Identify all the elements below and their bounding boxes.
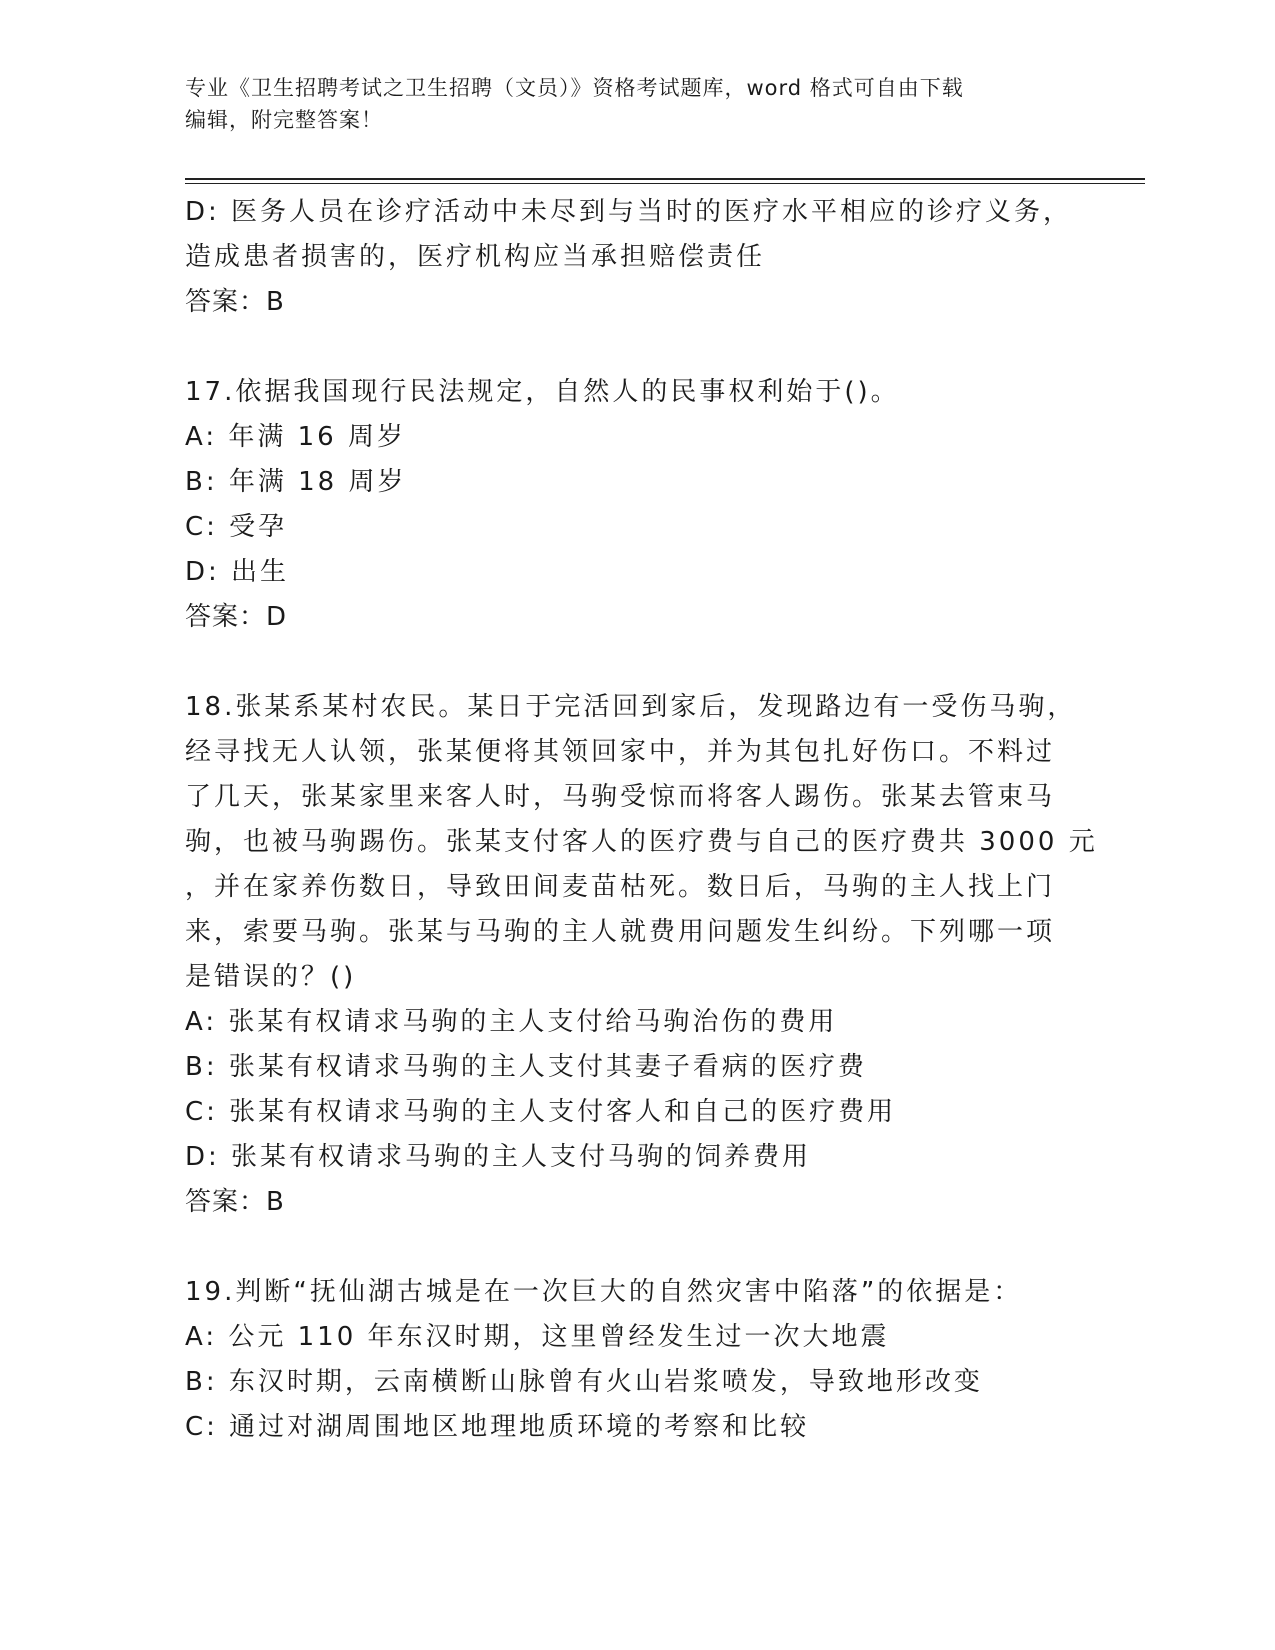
question-stem-line-4: 驹，也被马驹踢伤。张某支付客人的医疗费与自己的医疗费共 3000 元 [185, 827, 1098, 857]
question-stem-line-7: 是错误的？() [185, 962, 357, 992]
header-divider-thin [185, 183, 1145, 184]
option-d: D: 医务人员在诊疗活动中未尽到与当时的医疗水平相应的诊疗义务， [185, 197, 1073, 227]
question-16-tail [185, 190, 1085, 325]
option-b: B: 东汉时期，云南横断山脉曾有火山岩浆喷发，导致地形改变 [185, 1367, 983, 1397]
option-d: D: 出生 [185, 557, 290, 587]
option-b: B: 年满 18 周岁 [185, 467, 407, 497]
question-stem-line-1: 18.张某系某村农民。某日于完活回到家后，发现路边有一受伤马驹， [185, 692, 1077, 722]
question-17 [185, 370, 1085, 640]
option-d: D: 张某有权请求马驹的主人支付马驹的饲养费用 [185, 1142, 812, 1172]
spacer [185, 1225, 1085, 1270]
option-a: A: 张某有权请求马驹的主人支付给马驹治伤的费用 [185, 1007, 838, 1037]
question-stem-line-6: 来，索要马驹。张某与马驹的主人就费用问题发生纠纷。下列哪一项 [185, 917, 1056, 947]
option-a: A: 年满 16 周岁 [185, 422, 406, 452]
answer: 答案：D [185, 602, 288, 632]
document-body [185, 190, 1098, 1450]
question-18 [185, 685, 1098, 1225]
answer: 答案：B [185, 1187, 285, 1217]
option-a: A: 公元 110 年东汉时期，这里曾经发生过一次大地震 [185, 1322, 890, 1352]
option-b: B: 张某有权请求马驹的主人支付其妻子看病的医疗费 [185, 1052, 867, 1082]
question-19 [185, 1270, 1085, 1450]
option-c: C: 通过对湖周围地区地理地质环境的考察和比较 [185, 1412, 810, 1442]
option-c: C: 张某有权请求马驹的主人支付客人和自己的医疗费用 [185, 1097, 897, 1127]
answer: 答案：B [185, 287, 285, 317]
option-d-continued: 造成患者损害的，医疗机构应当承担赔偿责任 [185, 242, 766, 272]
page-header [185, 72, 1085, 136]
spacer [185, 325, 1085, 370]
question-stem: 19.判断“抚仙湖古城是在一次巨大的自然灾害中陷落”的依据是： [185, 1277, 1023, 1307]
spacer [185, 640, 1085, 685]
option-c: C: 受孕 [185, 512, 288, 542]
question-stem-line-5: ，并在家养伤数日，导致田间麦苗枯死。数日后，马驹的主人找上门 [185, 872, 1056, 902]
question-stem-line-2: 经寻找无人认领，张某便将其领回家中，并为其包扎好伤口。不料过 [185, 737, 1056, 767]
question-stem: 17.依据我国现行民法规定，自然人的民事权利始于()。 [185, 377, 900, 407]
header-line-2: 编辑，附完整答案！ [185, 108, 383, 132]
header-divider-thick [185, 178, 1145, 180]
header-line-1: 专业《卫生招聘考试之卫生招聘（文员）》资格考试题库，word 格式可自由下载 [185, 76, 964, 100]
question-stem-line-3: 了几天，张某家里来客人时，马驹受惊而将客人踢伤。张某去管束马 [185, 782, 1056, 812]
